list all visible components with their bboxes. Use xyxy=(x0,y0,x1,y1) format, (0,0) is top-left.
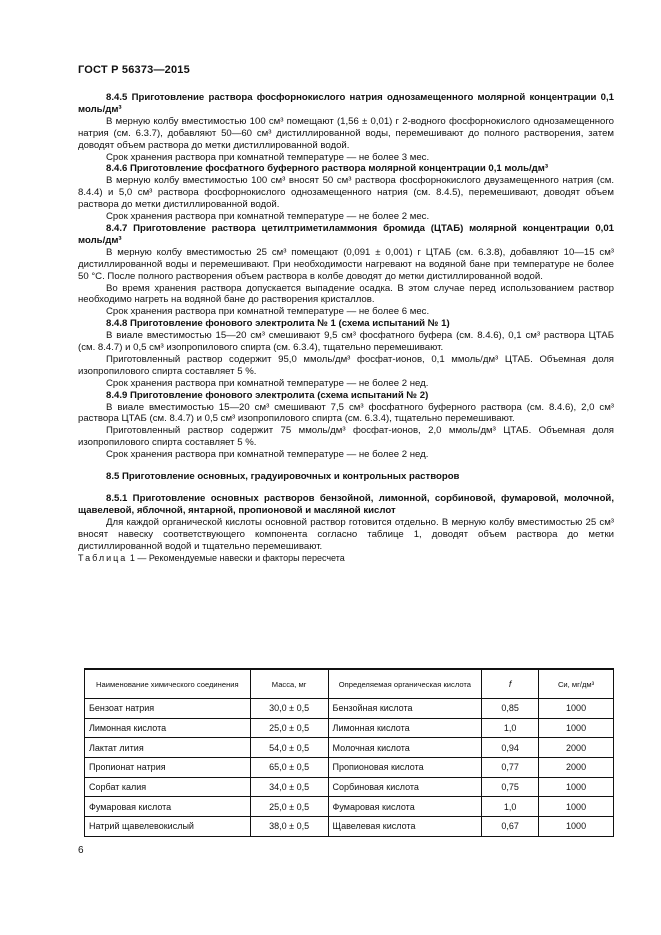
storage-note: Срок хранения раствора при комнатной температуре — не более 2 нед. xyxy=(106,449,429,461)
table-cell: Лимонная кислота xyxy=(85,718,251,738)
table-cell: 0,94 xyxy=(482,738,539,758)
table-cell: 0,85 xyxy=(482,699,539,719)
section-title-8-4-8: 8.4.8 Приготовление фонового электролита № 1 (схема испытаний № 1) xyxy=(106,318,450,330)
paragraph: Для каждой органической кислоты основной раствор готовится отдельно. В мерную колбу вместимостью 25 см³ вносят навеску соответствующего компонента согласно таблице 1, доводят объем раствора до метки дистиллированной водой и тщательно перемешивают. xyxy=(78,516,614,552)
table-row xyxy=(85,758,614,778)
table-caption xyxy=(78,553,614,565)
paragraph: Приготовленный раствор содержит 95,0 ммоль/дм³ фосфат-ионов, 0,1 ммоль/дм³ ЦТАБ. Объемная доля изопропилового спирта составляет 5 %. xyxy=(78,353,614,377)
table-cell: 1000 xyxy=(539,797,614,817)
table-cell: 34,0 ± 0,5 xyxy=(250,777,328,797)
table-cell: Щавелевая кислота xyxy=(328,817,482,837)
table-cell: Бензойная кислота xyxy=(328,699,482,719)
document-header: ГОСТ Р 56373—2015 xyxy=(78,64,190,76)
paragraph: В мерную колбу вместимостью 100 см³ вносят 50 см³ раствора фосфорнокислого двузамещенного натрия (см. 8.4.4) и 5,0 см³ раствора фосфорнокислого однозамещенного натрия (см. 8.4.5), перемешивают, доводят объем раствора до метки дистиллированной водой. xyxy=(78,175,614,211)
section-title-8-4-5: 8.4.5 Приготовление раствора фосфорнокислого натрия однозамещенного молярной концентрации 0,1 моль/дм³ xyxy=(78,92,614,115)
table-cell: 1000 xyxy=(539,817,614,837)
paragraph: В виале вместимостью 15—20 см³ смешивают 9,5 см³ фосфатного буфера (см. 8.4.6), 0,1 см³ раствора ЦТАБ (см. 8.4.7) и 0,5 см³ изопропилового спирта (см. 6.3.4), тщательно перемешивают. xyxy=(78,330,614,354)
table-cell: 2000 xyxy=(539,758,614,778)
column-header: Наименование химического соединения xyxy=(85,669,251,699)
table-cell: Фумаровая кислота xyxy=(85,797,251,817)
table-cell: Натрий щавелевокислый xyxy=(85,817,251,837)
storage-note: Срок хранения раствора при комнатной температуре — не более 2 мес. xyxy=(106,211,430,223)
table-cell: 1000 xyxy=(539,718,614,738)
column-header: f xyxy=(482,669,539,699)
table-cell: 54,0 ± 0,5 xyxy=(250,738,328,758)
table-cell: Сорбиновая кислота xyxy=(328,777,482,797)
table-cell: 0,75 xyxy=(482,777,539,797)
table-row xyxy=(85,738,614,758)
storage-note: Срок хранения раствора при комнатной температуре — не более 6 мес. xyxy=(106,306,430,318)
table-header-row xyxy=(85,669,614,699)
paragraph: В мерную колбу вместимостью 25 см³ помещают (0,091 ± 0,001) г ЦТАБ (см. 6.3.8), добавляют 10—15 см³ дистиллированной воды и перемешивают. При необходимости нагревают на водяной бане при температуре не более 50 °С. После полного растворения объем раствора в колбе доводят до метки дистиллированной водой. xyxy=(78,246,614,282)
table-cell: 1000 xyxy=(539,777,614,797)
table-cell: 1,0 xyxy=(482,718,539,738)
table-cell: 0,67 xyxy=(482,817,539,837)
table-cell: Лактат лития xyxy=(85,738,251,758)
table-cell: Пропионат натрия xyxy=(85,758,251,778)
table-cell: 2000 xyxy=(539,738,614,758)
paragraph: Приготовленный раствор содержит 75 ммоль/дм³ фосфат-ионов, 2,0 ммоль/дм³ ЦТАБ. Объемная доля изопропилового спирта составляет 5 %. xyxy=(78,425,614,449)
section-title-8-4-6: 8.4.6 Приготовление фосфатного буферного раствора молярной концентрации 0,1 моль/дм³ xyxy=(106,163,549,175)
table-cell: Пропионовая кислота xyxy=(328,758,482,778)
table-caption-text: 1 — Рекомендуемые навески и факторы пересчета xyxy=(129,552,345,563)
table-row xyxy=(85,797,614,817)
table-cell: Фумаровая кислота xyxy=(328,797,482,817)
table-1 xyxy=(84,668,614,837)
section-title-8-4-9: 8.4.9 Приготовление фонового электролита (схема испытаний № 2) xyxy=(106,389,429,401)
table-row xyxy=(85,777,614,797)
table-cell: 25,0 ± 0,5 xyxy=(250,718,328,738)
table-cell: 0,77 xyxy=(482,758,539,778)
column-header: Определяемая органическая кислота xyxy=(328,669,482,699)
column-header: Cи, мг/дм³ xyxy=(539,669,614,699)
table-cell: 30,0 ± 0,5 xyxy=(250,699,328,719)
table-cell: Бензоат натрия xyxy=(85,699,251,719)
table-cell: 38,0 ± 0,5 xyxy=(250,817,328,837)
table-cell: Лимонная кислота xyxy=(328,718,482,738)
section-title-8-5-1: 8.5.1 Приготовление основных растворов бензойной, лимонной, сорбиновой, фумаровой, молочной, щавелевой, яблочной, янтарной, пропионовой и масляной кислот xyxy=(78,493,614,516)
paragraph: В мерную колбу вместимостью 100 см³ помещают (1,56 ± 0,01) г 2-водного фосфорнокислого однозамещенного натрия (см. 6.3.7), добавляют 50—60 см³ дистиллированной воды, перемешивают до полного растворения, затем доводят объем раствора до метки дистиллированной водой. xyxy=(78,115,614,151)
table-row xyxy=(85,817,614,837)
storage-note: Срок хранения раствора при комнатной температуре — не более 3 мес. xyxy=(106,151,430,163)
page-number: 6 xyxy=(78,845,84,856)
storage-note: Срок хранения раствора при комнатной температуре — не более 2 нед. xyxy=(106,377,429,389)
table-cell: 65,0 ± 0,5 xyxy=(250,758,328,778)
table-row xyxy=(85,699,614,719)
paragraph: Во время хранения раствора допускается выпадение осадка. В этом случае перед использованием раствор необходимо нагреть на водяной бане до растворения кристаллов. xyxy=(78,282,614,306)
table-cell: 25,0 ± 0,5 xyxy=(250,797,328,817)
section-title-8-4-7: 8.4.7 Приготовление раствора цетилтриметиламмония бромида (ЦТАБ) молярной концентрации 0,01 моль/дм³ xyxy=(78,222,614,246)
section-title-8-5: 8.5 Приготовление основных, градуировочных и контрольных растворов xyxy=(106,471,460,483)
table-cell: Сорбат калия xyxy=(85,777,251,797)
document-body xyxy=(78,92,614,564)
table-row xyxy=(85,718,614,738)
table-cell: Молочная кислота xyxy=(328,738,482,758)
table-cell: 1,0 xyxy=(482,797,539,817)
column-header: Масса, мг xyxy=(250,669,328,699)
table-cell: 1000 xyxy=(539,699,614,719)
paragraph: В виале вместимостью 15—20 см³ смешивают 7,5 см³ фосфатного буферного раствора (см. 8.4.6), 2,0 см³ раствора ЦТАБ (см. 8.4.7) и 0,5 см³ изопропилового спирта (см. 6.3.4), тщательно перемешивают. xyxy=(78,401,614,425)
table-label: Таблица xyxy=(78,552,128,563)
